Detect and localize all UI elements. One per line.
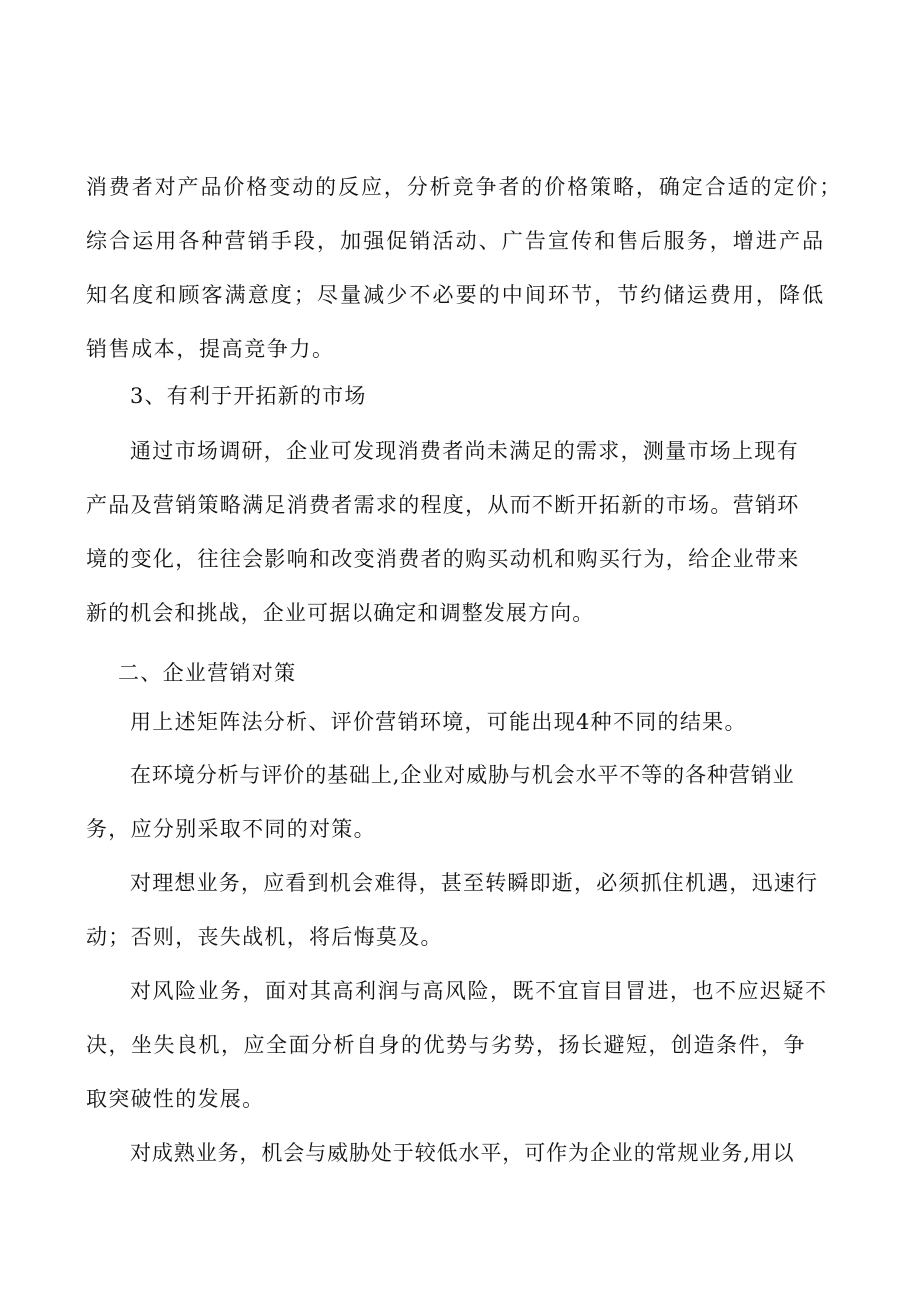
- subsection-heading: 3、有利于开拓新的市场: [130, 384, 367, 408]
- paragraph-line: 知名度和顾客满意度；尽量减少不必要的中间环节，节约储运费用，降低: [86, 283, 826, 307]
- paragraph-line: 动；否则，丧失战机，将后悔莫及。: [86, 925, 443, 949]
- paragraph-line: 消费者对产品价格变动的反应，分析竞争者的价格策略，确定合适的定价；: [86, 175, 843, 199]
- paragraph-line: 综合运用各种营销手段，加强促销活动、广告宣传和售后服务，增进产品: [86, 229, 826, 253]
- paragraph-line: 在环境分析与评价的基础上,企业对威胁与机会水平不等的各种营销业: [130, 763, 795, 787]
- paragraph-line: 境的变化，往往会影响和改变消费者的购买动机和购买行为，给企业带来: [86, 547, 800, 571]
- paragraph-line: 决，坐失良机，应全面分析自身的优势与劣势，扬长避短，创造条件，争: [86, 1033, 806, 1057]
- paragraph-line: 销售成本，提高竞争力。: [86, 337, 335, 361]
- paragraph-line: 对理想业务，应看到机会难得，甚至转瞬即逝，必须抓住机遇，迅速行: [130, 871, 819, 895]
- paragraph-line: 对成熟业务，机会与威胁处于较低水平，可作为企业的常规业务,用以: [130, 1141, 795, 1165]
- paragraph-line: 新的机会和挑战，企业可据以确定和调整发展方向。: [86, 601, 595, 625]
- paragraph-line: 取突破性的发展。: [86, 1087, 265, 1111]
- paragraph-line: 对风险业务，面对其高利润与高风险，既不宜盲目冒进，也不应迟疑不: [130, 979, 828, 1003]
- paragraph-line: 通过市场调研，企业可发现消费者尚未满足的需求，测量市场上现有: [130, 439, 799, 463]
- section-heading: 二、企业营销对策: [118, 661, 297, 685]
- paragraph-line: 务，应分别采取不同的对策。: [86, 817, 376, 841]
- paragraph-line: 产品及营销策略满足消费者需求的程度，从而不断开拓新的市场。营销环: [86, 493, 800, 517]
- paragraph-line: 用上述矩阵法分析、评价营销环境，可能出现4种不同的结果。: [130, 710, 747, 734]
